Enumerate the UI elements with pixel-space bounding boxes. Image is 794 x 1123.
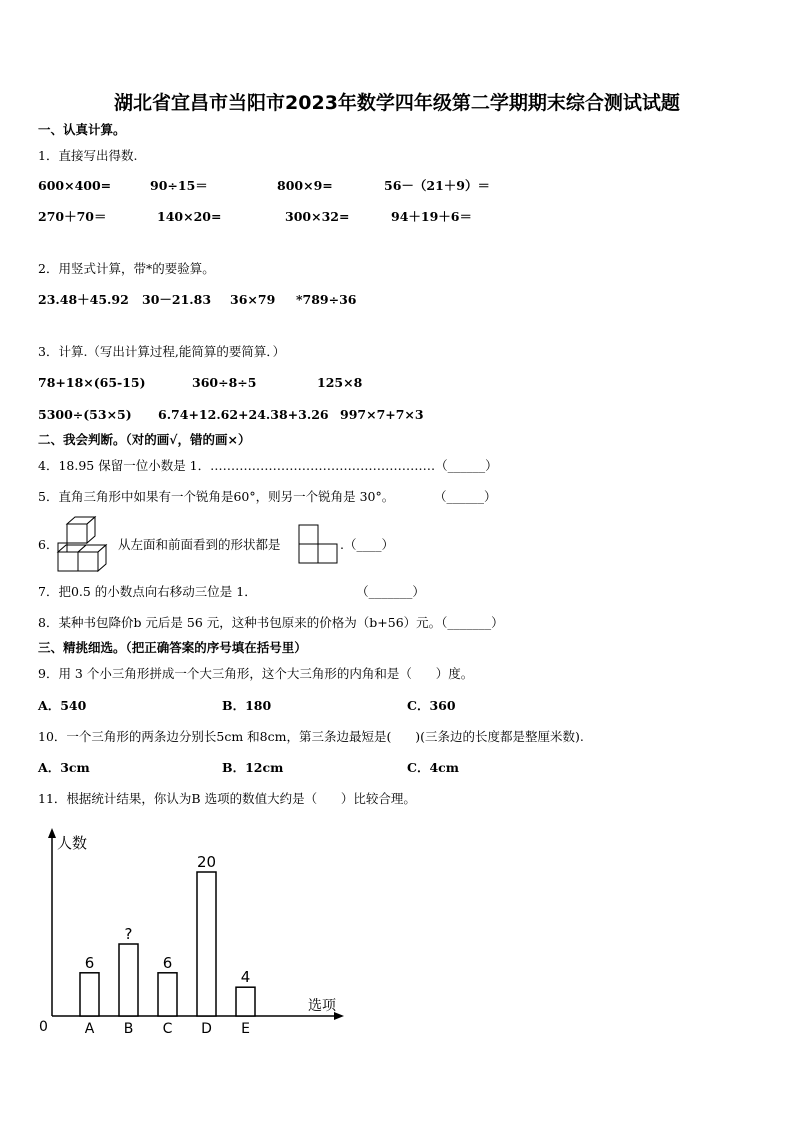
q1-stem: 1．直接写出得数.: [38, 148, 138, 163]
q2-item: 30－21.83: [142, 292, 212, 307]
view-shape-figure: [298, 524, 340, 564]
q9-stem: 9．用 3 个小三角形拼成一个大三角形，这个大三角形的内角和是（ ）度。: [38, 666, 474, 681]
origin-label: 0: [39, 1019, 48, 1035]
bar-A: [80, 973, 99, 1016]
q7: 7．把0.5 的小数点向右移动三位是 1． （_______）: [38, 584, 425, 599]
q1-item: 600×400=: [38, 178, 112, 193]
q1-item: 94＋19＋6＝: [391, 209, 472, 224]
data-label-B: ?: [124, 925, 133, 943]
q10-option: A．3cm: [38, 760, 90, 775]
data-label-C: 6: [162, 953, 173, 972]
q1-item: 56－（21＋9）＝: [384, 178, 490, 193]
q6-number: 6．: [38, 537, 59, 552]
q3-stem: 3．计算.（写出计算过程,能简算的要简算．）: [38, 344, 286, 359]
q11-stem: 11．根据统计结果，你认为B 选项的数值大约是（ ）比较合理。: [38, 791, 416, 806]
section3-heading: 三、精挑细选。（把正确答案的序号填在括号里）: [38, 640, 307, 655]
y-axis-arrow: [48, 828, 56, 838]
q5: 5．直角三角形中如果有一个锐角是60°，则另一个锐角是 30°。 （______）: [38, 489, 497, 504]
q3-item: 360÷8÷5: [192, 375, 257, 390]
tick-label-C: C: [162, 1021, 173, 1037]
tick-label-B: B: [123, 1021, 134, 1037]
bar-B: [119, 944, 138, 1016]
q8: 8．某种书包降价b 元后是 56 元，这种书包原来的价格为（b+56）元。（_______）: [38, 615, 504, 630]
section2-heading: 二、我会判断。（对的画√，错的画×）: [38, 432, 251, 447]
page-title: 湖北省宜昌市当阳市2023年数学四年级第二学期期末综合测试试题: [114, 92, 680, 114]
bar-D: [197, 872, 216, 1016]
cube-stack-figure: [55, 514, 117, 574]
bar-C: [158, 973, 177, 1016]
y-axis-label: 人数: [57, 834, 88, 852]
q2-stem: 2．用竖式计算，带*的要验算。: [38, 261, 215, 276]
q9-option: B．180: [222, 698, 272, 713]
q2-item: 36×79: [230, 292, 276, 307]
section1-heading: 一、认真计算。: [38, 122, 126, 137]
x-axis-label: 选项: [308, 998, 336, 1014]
q6-text: 从左面和前面看到的形状都是: [118, 537, 281, 552]
q4: 4．18.95 保留一位小数是 1．………………………………………………（______）: [38, 458, 498, 473]
q3-item: 78+18×(65-15): [38, 375, 146, 390]
tick-label-E: E: [241, 1021, 250, 1037]
q1-item: 270＋70＝: [38, 209, 107, 224]
data-label-A: 6: [84, 953, 95, 972]
q3-item: 125×8: [317, 375, 363, 390]
tick-label-D: D: [201, 1021, 212, 1037]
q9-option: C．360: [407, 698, 456, 713]
data-label-E: 4: [240, 968, 251, 987]
q1-item: 140×20=: [157, 209, 222, 224]
q6-tail: .（____）: [340, 537, 394, 552]
q10-stem: 10．一个三角形的两条边分别长5cm 和8cm，第三条边最短是( )(三条边的长度都是整厘米数).: [38, 729, 584, 744]
q1-item: 300×32=: [285, 209, 350, 224]
q3-item: 997×7+7×3: [340, 407, 424, 422]
data-label-D: 20: [196, 853, 217, 871]
q2-item: *789÷36: [296, 292, 357, 307]
tick-label-A: A: [84, 1021, 95, 1037]
q2-item: 23.48＋45.92: [38, 292, 129, 307]
bar-E: [236, 987, 255, 1016]
q10-option: C．4cm: [407, 760, 459, 775]
q9-option: A．540: [38, 698, 87, 713]
bar-chart: [36, 826, 356, 1041]
q10-option: B．12cm: [222, 760, 284, 775]
q1-item: 800×9=: [277, 178, 333, 193]
q3-item: 5300÷(53×5): [38, 407, 132, 422]
q3-item: 6.74+12.62+24.38+3.26: [158, 407, 329, 422]
q1-item: 90÷15＝: [150, 178, 208, 193]
